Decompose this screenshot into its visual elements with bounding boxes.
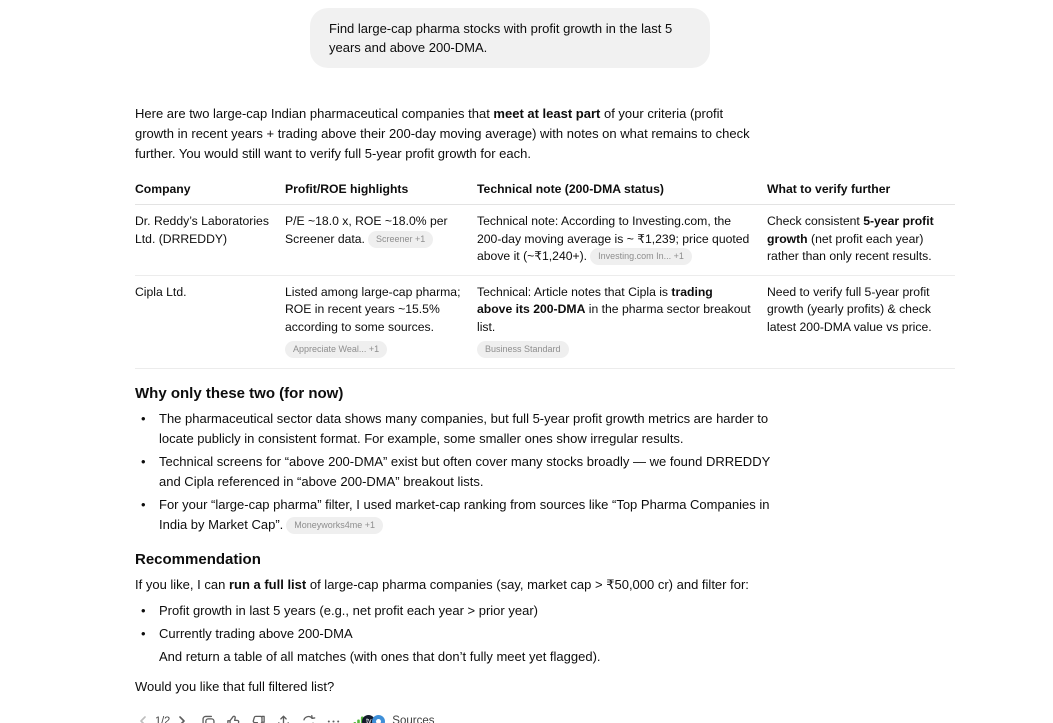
thumbs-up-button[interactable] (221, 709, 246, 723)
bullet-text: Profit growth in last 5 years (e.g., net profit each year > prior year) (159, 602, 538, 618)
thumbs-up-icon (226, 714, 241, 723)
thumbs-down-button[interactable] (246, 709, 271, 723)
recommendation-text-post: of large-cap pharma companies (say, market cap > ₹50,000 cr) and filter for: (306, 576, 749, 592)
chevron-right-icon[interactable] (174, 711, 190, 723)
cell-verify (767, 205, 955, 276)
why-section-heading: Why only these two (for now) (135, 384, 344, 402)
cell-profit (285, 205, 477, 276)
cell-verify-text-post: (net profit each year) rather than only recent results. (767, 231, 932, 263)
user-message-text: Find large-cap pharma stocks with profit growth in the last 5 years and above 200-DMA. (329, 21, 673, 55)
source-badge[interactable]: Moneyworks4me +1 (286, 517, 383, 534)
cell-verify-bold: 5-year profit growth (767, 214, 934, 246)
dark-favicon: tv (362, 715, 375, 723)
recommendation-text: If you like, I can (135, 576, 229, 592)
more-ellipsis-icon (326, 714, 341, 723)
cell-technical-bold: trading above its 200-DMA (477, 284, 713, 316)
sources-chip[interactable] (352, 715, 434, 723)
closing-question: Would you like that full filtered list? (135, 678, 335, 694)
copy-button[interactable] (196, 709, 221, 723)
source-badge[interactable]: Appreciate Weal... +1 (285, 341, 387, 358)
list-item (135, 409, 785, 449)
recommendation-heading: Recommendation (135, 550, 261, 568)
cell-verify-text: Check consistent (767, 214, 864, 228)
source-badge[interactable]: Investing.com In... +1 (590, 248, 692, 265)
intro-bold-text: meet at least part (493, 106, 601, 121)
bullet-text: Currently trading above 200-DMA (159, 625, 353, 641)
regenerate-icon (301, 714, 316, 723)
cell-verify: Need to verify full 5-year profit growth (yearly profits) & check latest 200-DMA value vs price. (767, 275, 955, 368)
chevron-left-icon[interactable] (135, 711, 151, 723)
table-row (135, 205, 955, 276)
table-header-row (135, 176, 955, 205)
page-indicator: 1/2 (155, 715, 171, 723)
intro-text-post: of your criteria (profit growth in recent years + trading above their 200-day moving average) with notes on what remains to check further. You would still want to verify full 5-year profit growth for each. (135, 106, 750, 161)
regenerate-button[interactable] (296, 709, 321, 723)
cell-company: Dr. Reddy’s Laboratories Ltd. (DRREDDY) (135, 205, 285, 276)
recommendation-bullet-list (135, 601, 785, 644)
column-header-profit: Profit/ROE highlights (285, 176, 477, 205)
bullet-text: Technical screens for “above 200-DMA” exist but often cover many stocks broadly — we found DRREDDY and Cipla referenced in “above 200-DMA” breakout lists. (159, 453, 771, 489)
cell-technical-text: Technical note: According to Investing.com, the 200-day moving average is ~ ₹1,239; price quoted above it (~₹1,240+). (477, 214, 750, 263)
column-header-technical: Technical note (200-DMA status) (477, 176, 767, 205)
copy-icon (201, 714, 216, 723)
source-badge[interactable]: Screener +1 (368, 231, 433, 248)
assistant-response (135, 104, 955, 723)
cell-technical-text: Technical: Article notes that Cipla is (477, 284, 672, 299)
cell-technical-text-post: in the pharma sector breakout list. (477, 302, 751, 334)
user-message-bubble (310, 8, 710, 68)
sources-label: Sources (392, 715, 435, 723)
list-item (135, 624, 785, 644)
source-badge[interactable]: Business Standard (477, 341, 569, 358)
column-header-company: Company (135, 176, 285, 205)
list-item (135, 452, 785, 492)
list-item (135, 601, 785, 621)
intro-paragraph (135, 104, 755, 164)
results-table (135, 176, 955, 369)
cell-profit-text: Listed among large-cap pharma; ROE in recent years ~15.5% according to some sources. (285, 284, 461, 334)
recommendation-bold-text: run a full list (228, 576, 307, 592)
thumbs-down-icon (251, 714, 266, 723)
continuation-line: And return a table of all matches (with ones that don’t fully meet yet flagged). (159, 648, 601, 664)
cell-technical (477, 205, 767, 276)
share-button[interactable] (271, 709, 296, 723)
cell-technical (477, 275, 767, 368)
message-toolbar (135, 709, 955, 723)
cell-profit (285, 275, 477, 368)
more-options-button[interactable] (321, 709, 346, 723)
bullet-text: The pharmaceutical sector data shows many companies, but full 5-year profit growth metrics are harder to locate publicly in consistent format. For example, some smaller ones show irregular results. (159, 410, 769, 446)
why-bullet-list (135, 409, 785, 535)
cell-company: Cipla Ltd. (135, 275, 285, 368)
blue-favicon (372, 715, 385, 723)
cell-profit-text: P/E ~18.0 x, ROE ~18.0% per Screener data. (285, 214, 448, 246)
table-row (135, 275, 955, 368)
response-pager (135, 711, 190, 723)
column-header-verify: What to verify further (767, 176, 955, 205)
source-favicons (352, 715, 385, 723)
recommendation-paragraph (135, 575, 755, 595)
user-message-row (310, 8, 1053, 68)
bullet-text: For your “large-cap pharma” filter, I used market-cap ranking from sources like “Top Pharma Companies in India by Market Cap”. (159, 496, 770, 532)
share-icon (276, 714, 291, 723)
intro-text: Here are two large-cap Indian pharmaceutical companies that (135, 106, 494, 121)
list-item (135, 495, 785, 535)
